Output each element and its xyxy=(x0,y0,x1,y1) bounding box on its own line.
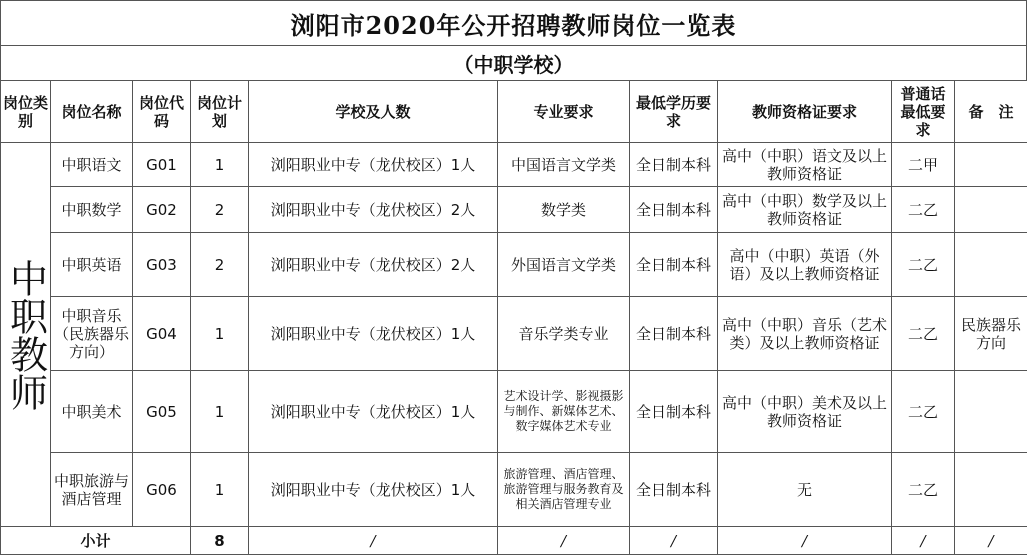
cell-edu: 全日制本科 xyxy=(630,187,718,233)
table-row xyxy=(1,297,1027,371)
subtotal-slash-cert: / xyxy=(718,527,892,555)
table-row xyxy=(1,453,1027,527)
table-row xyxy=(1,233,1027,297)
cell-school: 浏阳职业中专（龙伏校区）1人 xyxy=(249,371,498,453)
cell-cert: 高中（中职）音乐（艺术类）及以上教师资格证 xyxy=(718,297,892,371)
table-row xyxy=(1,187,1027,233)
header-category: 岗位类别 xyxy=(1,81,51,143)
category-cell: 中职教师 xyxy=(1,143,51,527)
cell-plan: 1 xyxy=(191,453,249,527)
cell-plan: 2 xyxy=(191,187,249,233)
header-code: 岗位代码 xyxy=(133,81,191,143)
header-row xyxy=(1,81,1027,143)
cell-note xyxy=(955,233,1027,297)
header-cert: 教师资格证要求 xyxy=(718,81,892,143)
cell-mandarin: 二乙 xyxy=(892,371,955,453)
cell-edu: 全日制本科 xyxy=(630,453,718,527)
cell-cert: 高中（中职）美术及以上教师资格证 xyxy=(718,371,892,453)
cell-edu: 全日制本科 xyxy=(630,143,718,187)
subtotal-slash-school: / xyxy=(249,527,498,555)
cell-code: G03 xyxy=(133,233,191,297)
cell-school: 浏阳职业中专（龙伏校区）1人 xyxy=(249,297,498,371)
page-subtitle: （中职学校） xyxy=(0,46,1027,80)
cell-note xyxy=(955,371,1027,453)
subtotal-label: 小计 xyxy=(1,527,191,555)
cell-cert: 无 xyxy=(718,453,892,527)
cell-mandarin: 二乙 xyxy=(892,453,955,527)
cell-edu: 全日制本科 xyxy=(630,371,718,453)
cell-plan: 1 xyxy=(191,297,249,371)
cell-name: 中职美术 xyxy=(51,371,133,453)
page-title: 浏阳市2020年公开招聘教师岗位一览表 xyxy=(0,0,1027,46)
cell-cert: 高中（中职）语文及以上教师资格证 xyxy=(718,143,892,187)
cell-major: 外国语言文学类 xyxy=(498,233,630,297)
cell-edu: 全日制本科 xyxy=(630,233,718,297)
cell-name: 中职数学 xyxy=(51,187,133,233)
header-plan: 岗位计划 xyxy=(191,81,249,143)
cell-school: 浏阳职业中专（龙伏校区）1人 xyxy=(249,143,498,187)
cell-name: 中职语文 xyxy=(51,143,133,187)
cell-edu: 全日制本科 xyxy=(630,297,718,371)
cell-mandarin: 二乙 xyxy=(892,233,955,297)
table-row xyxy=(1,143,1027,187)
cell-school: 浏阳职业中专（龙伏校区）2人 xyxy=(249,187,498,233)
cell-name: 中职旅游与酒店管理 xyxy=(51,453,133,527)
table-row xyxy=(1,371,1027,453)
header-name: 岗位名称 xyxy=(51,81,133,143)
cell-note xyxy=(955,187,1027,233)
header-mandarin: 普通话最低要求 xyxy=(892,81,955,143)
subtotal-row xyxy=(1,527,1027,555)
cell-note xyxy=(955,143,1027,187)
cell-name: 中职英语 xyxy=(51,233,133,297)
cell-plan: 2 xyxy=(191,233,249,297)
cell-major: 中国语言文学类 xyxy=(498,143,630,187)
subtotal-plan: 8 xyxy=(191,527,249,555)
subtotal-slash-edu: / xyxy=(630,527,718,555)
cell-major: 艺术设计学、影视摄影与制作、新媒体艺术、数字媒体艺术专业 xyxy=(498,371,630,453)
cell-major: 数学类 xyxy=(498,187,630,233)
cell-name: 中职音乐（民族器乐方向） xyxy=(51,297,133,371)
cell-school: 浏阳职业中专（龙伏校区）2人 xyxy=(249,233,498,297)
header-major: 专业要求 xyxy=(498,81,630,143)
subtotal-slash-note: / xyxy=(955,527,1027,555)
cell-cert: 高中（中职）数学及以上教师资格证 xyxy=(718,187,892,233)
cell-note xyxy=(955,453,1027,527)
cell-plan: 1 xyxy=(191,143,249,187)
cell-code: G05 xyxy=(133,371,191,453)
cell-plan: 1 xyxy=(191,371,249,453)
subtotal-slash-mandarin: / xyxy=(892,527,955,555)
cell-code: G02 xyxy=(133,187,191,233)
cell-code: G06 xyxy=(133,453,191,527)
subtotal-slash-major: / xyxy=(498,527,630,555)
header-note: 备 注 xyxy=(955,81,1027,143)
cell-mandarin: 二甲 xyxy=(892,143,955,187)
cell-cert: 高中（中职）英语（外语）及以上教师资格证 xyxy=(718,233,892,297)
cell-mandarin: 二乙 xyxy=(892,187,955,233)
cell-major: 旅游管理、酒店管理、旅游管理与服务教育及相关酒店管理专业 xyxy=(498,453,630,527)
cell-code: G01 xyxy=(133,143,191,187)
cell-school: 浏阳职业中专（龙伏校区）1人 xyxy=(249,453,498,527)
cell-major: 音乐学类专业 xyxy=(498,297,630,371)
positions-table xyxy=(0,80,1027,555)
cell-mandarin: 二乙 xyxy=(892,297,955,371)
header-school: 学校及人数 xyxy=(249,81,498,143)
cell-note: 民族器乐方向 xyxy=(955,297,1027,371)
header-edu: 最低学历要求 xyxy=(630,81,718,143)
cell-code: G04 xyxy=(133,297,191,371)
